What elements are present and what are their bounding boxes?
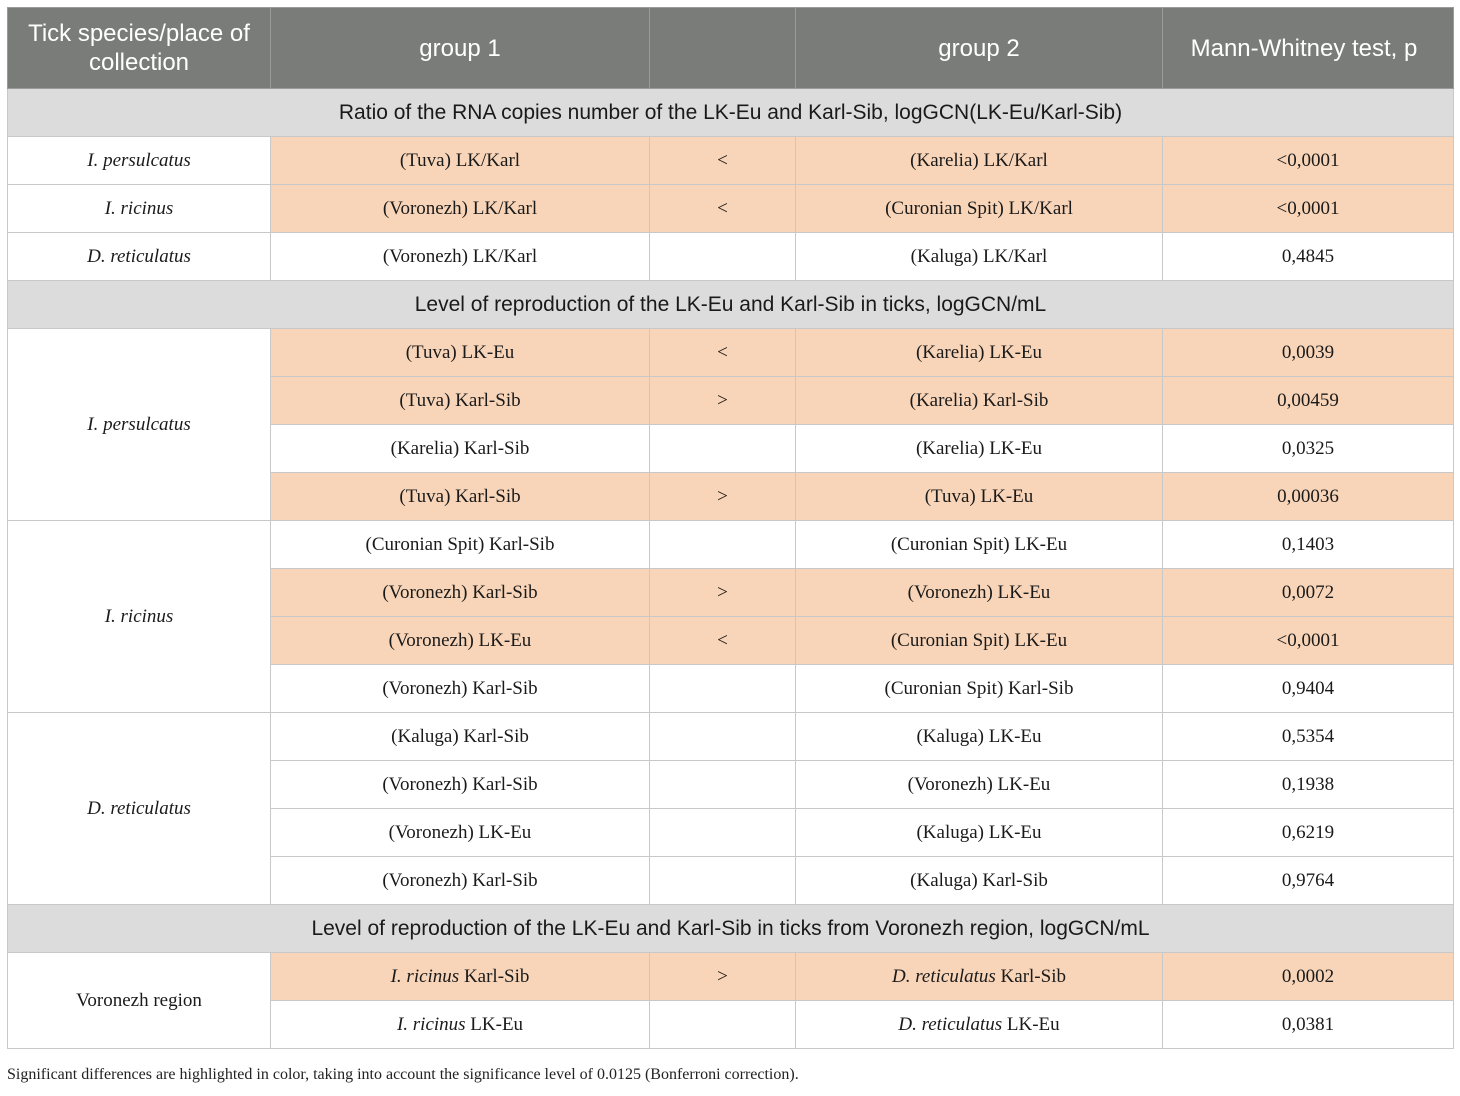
header-pvalue: Mann-Whitney test, p [1163, 8, 1454, 89]
relation-cell [650, 521, 796, 569]
section-header-row [8, 89, 1454, 137]
group1-cell: (Voronezh) Karl-Sib [271, 857, 650, 905]
section-title: Ratio of the RNA copies number of the LK-Eu and Karl-Sib, logGCN(LK-Eu/Karl-Sib) [8, 89, 1454, 137]
relation-cell: > [650, 953, 796, 1001]
group2-cell: (Voronezh) LK-Eu [796, 761, 1163, 809]
section-title: Level of reproduction of the LK-Eu and Karl-Sib in ticks, logGCN/mL [8, 281, 1454, 329]
relation-cell: > [650, 569, 796, 617]
relation-cell [650, 761, 796, 809]
pvalue-cell: 0,0072 [1163, 569, 1454, 617]
group1-cell: (Voronezh) Karl-Sib [271, 569, 650, 617]
pvalue-cell: 0,6219 [1163, 809, 1454, 857]
table-row [8, 185, 1454, 233]
group1-label: LK-Eu [470, 1013, 524, 1035]
species-cell: I. ricinus [8, 521, 271, 713]
pvalue-cell: <0,0001 [1163, 185, 1454, 233]
group1-cell: (Voronezh) Karl-Sib [271, 665, 650, 713]
relation-cell [650, 665, 796, 713]
group2-cell: (Curonian Spit) LK/Karl [796, 185, 1163, 233]
table-row [8, 521, 1454, 569]
relation-cell [650, 1001, 796, 1049]
species-cell: I. ricinus [8, 185, 271, 233]
group1-cell: (Karelia) Karl-Sib [271, 425, 650, 473]
group2-cell: (Karelia) LK-Eu [796, 425, 1163, 473]
species-cell: D. reticulatus [8, 713, 271, 905]
pvalue-cell: 0,00036 [1163, 473, 1454, 521]
header-relation [650, 8, 796, 89]
group2-species: D. reticulatus [892, 965, 996, 987]
pvalue-cell: 0,00459 [1163, 377, 1454, 425]
group2-cell: (Voronezh) LK-Eu [796, 569, 1163, 617]
group2-cell: (Kaluga) Karl-Sib [796, 857, 1163, 905]
relation-cell: > [650, 473, 796, 521]
group1-species: I. ricinus [396, 1013, 466, 1035]
group2-cell [796, 953, 1163, 1001]
pvalue-cell: 0,0039 [1163, 329, 1454, 377]
relation-cell: < [650, 617, 796, 665]
group2-label: Karl-Sib [1000, 965, 1066, 987]
table-row [8, 137, 1454, 185]
group2-label: LK-Eu [1006, 1013, 1060, 1035]
group2-cell: (Karelia) LK-Eu [796, 329, 1163, 377]
group1-cell: (Voronezh) LK-Eu [271, 617, 650, 665]
group2-cell: (Karelia) LK/Karl [796, 137, 1163, 185]
relation-cell: < [650, 185, 796, 233]
species-cell: I. persulcatus [8, 329, 271, 521]
group1-cell [271, 953, 650, 1001]
group1-cell: (Tuva) Karl-Sib [271, 377, 650, 425]
group2-cell: (Curonian Spit) Karl-Sib [796, 665, 1163, 713]
group2-cell: (Curonian Spit) LK-Eu [796, 617, 1163, 665]
pvalue-cell: 0,5354 [1163, 713, 1454, 761]
section-header-row [8, 905, 1454, 953]
relation-cell: < [650, 329, 796, 377]
group2-cell: (Kaluga) LK-Eu [796, 713, 1163, 761]
group1-cell: (Curonian Spit) Karl-Sib [271, 521, 650, 569]
table-row [8, 953, 1454, 1001]
group2-cell [796, 1001, 1163, 1049]
pvalue-cell: 0,1938 [1163, 761, 1454, 809]
group2-species: D. reticulatus [898, 1013, 1003, 1035]
group2-cell: (Kaluga) LK-Eu [796, 809, 1163, 857]
pvalue-cell: 0,1403 [1163, 521, 1454, 569]
relation-cell [650, 857, 796, 905]
table-footnote: Significant differences are highlighted in color, taking into account the significance level of 0.0125 (Bonferroni correction). [7, 1066, 799, 1083]
pvalue-cell: 0,9764 [1163, 857, 1454, 905]
relation-cell [650, 713, 796, 761]
group1-cell: (Tuva) LK-Eu [271, 329, 650, 377]
table-row [8, 713, 1454, 761]
group2-cell: (Kaluga) LK/Karl [796, 233, 1163, 281]
relation-cell [650, 233, 796, 281]
relation-cell [650, 809, 796, 857]
species-cell: I. persulcatus [8, 137, 271, 185]
results-table [7, 7, 1454, 1049]
group2-cell: (Curonian Spit) LK-Eu [796, 521, 1163, 569]
group2-cell: (Tuva) LK-Eu [796, 473, 1163, 521]
table-body [8, 89, 1454, 1049]
group1-cell: (Voronezh) Karl-Sib [271, 761, 650, 809]
pvalue-cell: 0,4845 [1163, 233, 1454, 281]
group1-cell: (Tuva) Karl-Sib [271, 473, 650, 521]
section-title: Level of reproduction of the LK-Eu and Karl-Sib in ticks from Voronezh region, logGCN/mL [8, 905, 1454, 953]
header-species: Tick species/place of collection [8, 8, 271, 89]
group1-label: Karl-Sib [463, 965, 530, 987]
table-row [8, 329, 1454, 377]
header-group2: group 2 [796, 8, 1163, 89]
group1-cell: (Tuva) LK/Karl [271, 137, 650, 185]
group1-cell [271, 1001, 650, 1049]
header-row [8, 8, 1454, 89]
group1-cell: (Voronezh) LK-Eu [271, 809, 650, 857]
relation-cell: > [650, 377, 796, 425]
species-cell: Voronezh region [8, 953, 271, 1049]
relation-cell: < [650, 137, 796, 185]
table-row [8, 233, 1454, 281]
pvalue-cell: 0,0002 [1163, 953, 1454, 1001]
group1-cell: (Voronezh) LK/Karl [271, 233, 650, 281]
group1-cell: (Voronezh) LK/Karl [271, 185, 650, 233]
section-header-row [8, 281, 1454, 329]
group1-species: I. ricinus [390, 965, 460, 987]
pvalue-cell: 0,9404 [1163, 665, 1454, 713]
header-group1: group 1 [271, 8, 650, 89]
pvalue-cell: <0,0001 [1163, 617, 1454, 665]
group1-cell: (Kaluga) Karl-Sib [271, 713, 650, 761]
pvalue-cell: 0,0381 [1163, 1001, 1454, 1049]
group2-cell: (Karelia) Karl-Sib [796, 377, 1163, 425]
pvalue-cell: <0,0001 [1163, 137, 1454, 185]
relation-cell [650, 425, 796, 473]
species-cell: D. reticulatus [8, 233, 271, 281]
pvalue-cell: 0,0325 [1163, 425, 1454, 473]
